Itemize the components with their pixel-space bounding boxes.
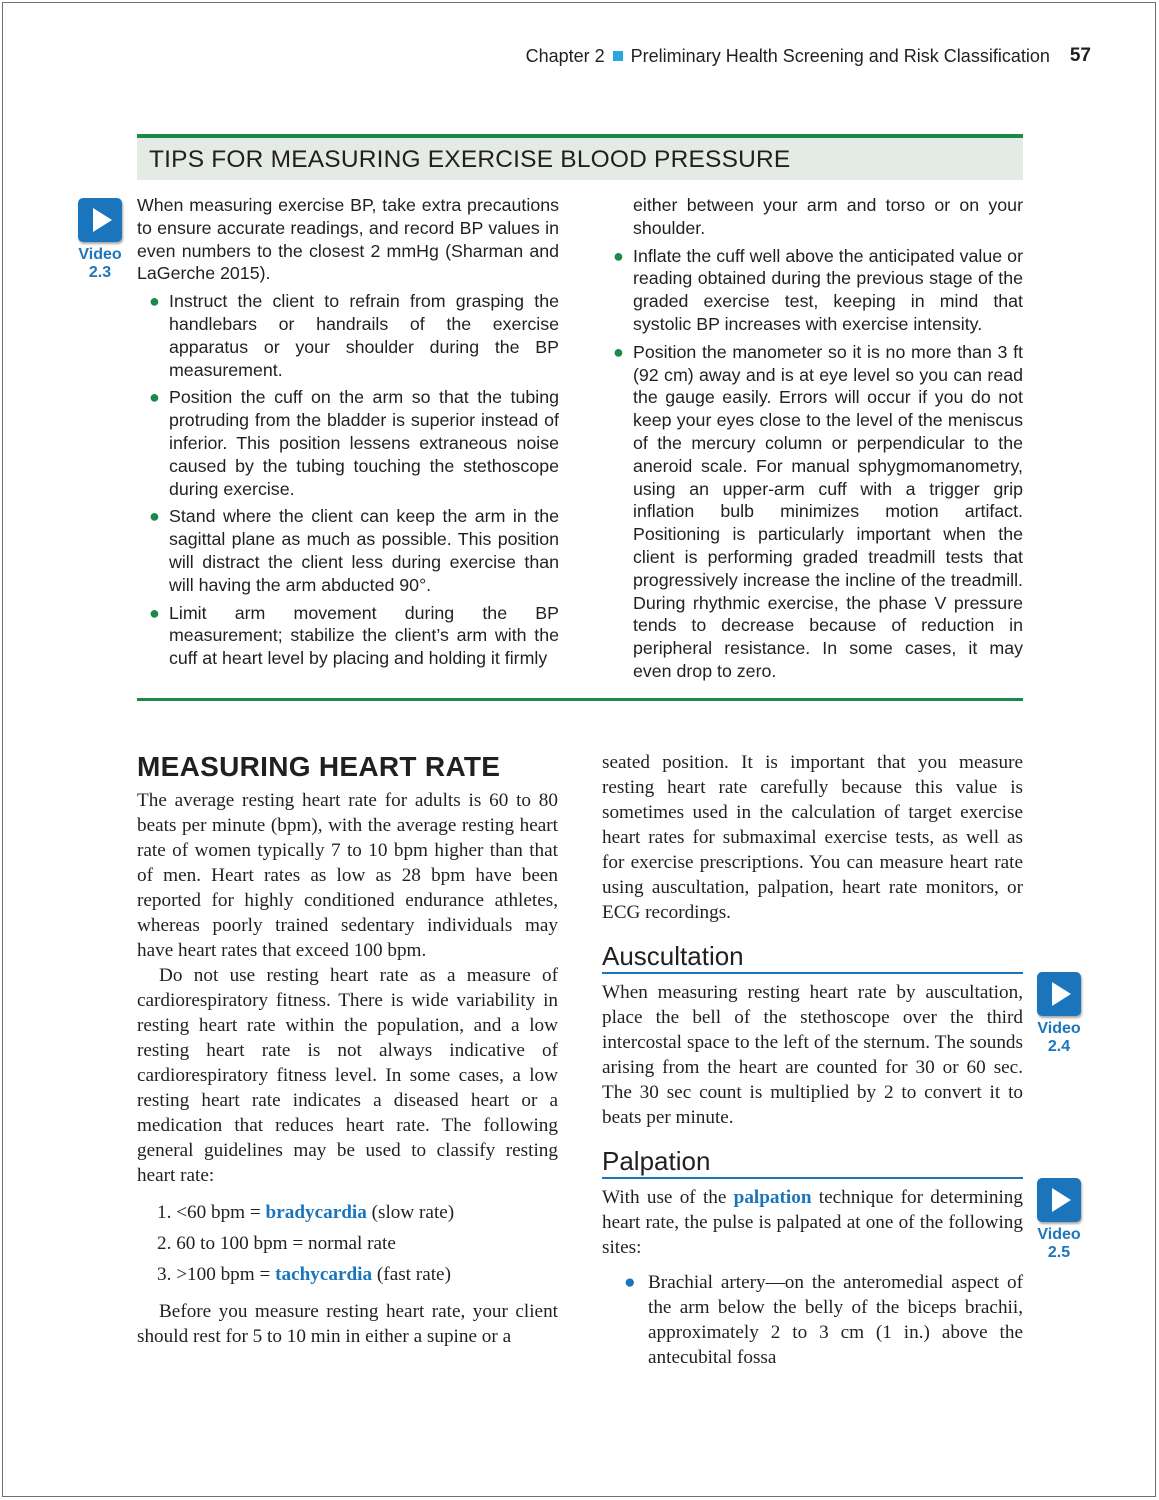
paragraph: With use of the palpation technique for determining heart rate, the pulse is palpated at one of the following sites: bbox=[602, 1187, 1023, 1258]
tips-left-column bbox=[137, 194, 559, 670]
chapter-title: Preliminary Health Screening and Risk Classification bbox=[630, 45, 1050, 66]
paragraph: When measuring resting heart rate by auscultation, place the bell of the stethoscope over the third intercostal space to the left of the sternum. The sounds arising from the heart are counted for 30 or 60 sec. The 30 sec count is multiplied by 2 to convert it to beats per minute. bbox=[602, 982, 1023, 1128]
video-number: 2.3 bbox=[88, 264, 112, 281]
chapter-label: Chapter 2 bbox=[525, 45, 605, 66]
tips-right-column bbox=[601, 194, 1023, 683]
list-item: ● Brachial artery—on the anteromedial aspect of the arm below the belly of the biceps brachii, approximately 2 to 3 cm (1 in.) above the antecubital fossa bbox=[624, 1272, 1023, 1368]
tips-intro: When measuring exercise BP, take extra precautions to ensure accurate readings, and record BP values in even numbers to the closest 2 mmHg (Sharman and LaGerche 2015). bbox=[137, 195, 559, 284]
bullet-icon: ● bbox=[149, 506, 160, 527]
glossary-term[interactable]: palpation bbox=[733, 1187, 812, 1208]
list-item: ● Instruct the client to refrain from grasping the handlebars or handrails of the exercise apparatus or your shoulder during the BP measurement. bbox=[149, 291, 559, 380]
list-item: ● Inflate the cuff well above the anticipated value or reading obtained during the previous stage of the graded exercise test, keeping in mind that systolic BP increases with exercise intensity. bbox=[613, 245, 1023, 334]
body-right-column bbox=[602, 750, 1023, 1370]
list-item: 2. 60 to 100 bpm = normal rate bbox=[157, 1233, 396, 1254]
glossary-term[interactable]: bradycardia bbox=[265, 1202, 367, 1223]
list-item: 1. <60 bpm = bradycardia (slow rate) bbox=[157, 1202, 455, 1223]
video-link-2-3[interactable] bbox=[71, 198, 129, 282]
video-label: Video bbox=[78, 246, 122, 263]
pulse-sites-list bbox=[602, 1270, 1023, 1370]
video-number: 2.5 bbox=[1047, 1244, 1071, 1261]
list-item: ● Position the manometer so it is no more than 3 ft (92 cm) away and is at eye level so you can read the gauge easily. Errors will occur if you do not keep your eyes close to the level of the meniscus of the mercury column or perpendicular to the aneroid scale. For manual sphygmomanometry, using an upper-arm cuff with a trigger grip inflation bulb minimizes motion artifact. Positioning is particularly important when the client is performing graded treadmill tests that progressively increase the incline of the treadmill. During rhythmic exercise, the phase V pressure tends to decrease because of reduction in peripheral resistance. In some cases, it may even drop to zero. bbox=[613, 341, 1023, 681]
bullet-icon: ● bbox=[149, 387, 160, 408]
video-label: Video bbox=[1037, 1226, 1081, 1243]
classification-list bbox=[137, 1197, 558, 1290]
glossary-term[interactable]: tachycardia bbox=[275, 1264, 373, 1285]
paragraph: Do not use resting heart rate as a measure of cardiorespiratory fitness. There is wide variability in resting heart rate within the population, and a low resting heart rate is not always indicative of cardiorespiratory fitness level. In some cases, a low resting heart rate indicates a diseased heart or a medication that reduces heart rate. The following general guidelines may be used to classify resting heart rate: bbox=[137, 965, 558, 1186]
play-icon[interactable] bbox=[1037, 1178, 1081, 1222]
paragraph: Before you measure resting heart rate, your client should rest for 5 to 10 min in either a supine or a bbox=[137, 1301, 558, 1347]
play-icon[interactable] bbox=[78, 198, 122, 242]
video-link-2-5[interactable] bbox=[1030, 1178, 1088, 1262]
list-item: ● Position the cuff on the arm so that the tubing protruding from the bladder is superior instead of inferior. This position lessens extraneous noise caused by the tubing touching the stethoscope during exercise. bbox=[149, 387, 559, 499]
section-heading: MEASURING HEART RATE bbox=[137, 751, 501, 782]
page-number: 57 bbox=[1069, 45, 1091, 66]
auscultation-heading: Auscultation bbox=[602, 941, 1023, 974]
tips-bottom-rule bbox=[137, 698, 1023, 701]
tips-box bbox=[137, 134, 1023, 681]
bullet-icon: ● bbox=[149, 602, 160, 623]
video-link-2-4[interactable] bbox=[1030, 972, 1088, 1056]
bullet-icon: ● bbox=[613, 245, 624, 266]
body-left-column bbox=[137, 750, 558, 1349]
running-head bbox=[526, 45, 1091, 67]
tips-continuation: either between your arm and torso or on your shoulder. bbox=[633, 195, 1023, 238]
tips-left-list bbox=[137, 290, 559, 670]
bullet-icon: ● bbox=[149, 291, 160, 312]
bullet-icon: ● bbox=[613, 341, 624, 362]
play-icon[interactable] bbox=[1037, 972, 1081, 1016]
paragraph: seated position. It is important that you measure resting heart rate carefully because this value is sometimes used in the calculation of target exercise heart rates for submaximal exercise tests, as well as for exercise prescriptions. You can measure heart rate using auscultation, palpation, heart rate monitors, or ECG recordings. bbox=[602, 752, 1023, 923]
tips-title: TIPS FOR MEASURING EXERCISE BLOOD PRESSURE bbox=[137, 138, 1023, 180]
list-item: ● Limit arm movement during the BP measurement; stabilize the client’s arm with the cuff at heart level by placing and holding it firmly bbox=[149, 602, 559, 669]
video-label: Video bbox=[1037, 1020, 1081, 1037]
square-bullet-icon bbox=[613, 51, 623, 61]
video-number: 2.4 bbox=[1047, 1038, 1071, 1055]
list-item: ● Stand where the client can keep the arm in the sagittal plane as much as possible. This position will distract the client less during exercise than will having the arm abducted 90°. bbox=[149, 506, 559, 595]
bullet-icon: ● bbox=[624, 1272, 636, 1293]
tips-right-list bbox=[601, 245, 1023, 683]
list-item: 3. >100 bpm = tachycardia (fast rate) bbox=[157, 1264, 451, 1285]
paragraph: The average resting heart rate for adults is 60 to 80 beats per minute (bpm), with the average resting heart rate of women typically 7 to 10 bpm higher than that of men. Heart rates as low as 28 bpm have been reported for highly conditioned endurance athletes, whereas poorly trained sedentary individuals may have heart rates that exceed 100 bpm. bbox=[137, 790, 558, 961]
palpation-heading: Palpation bbox=[602, 1146, 1023, 1179]
